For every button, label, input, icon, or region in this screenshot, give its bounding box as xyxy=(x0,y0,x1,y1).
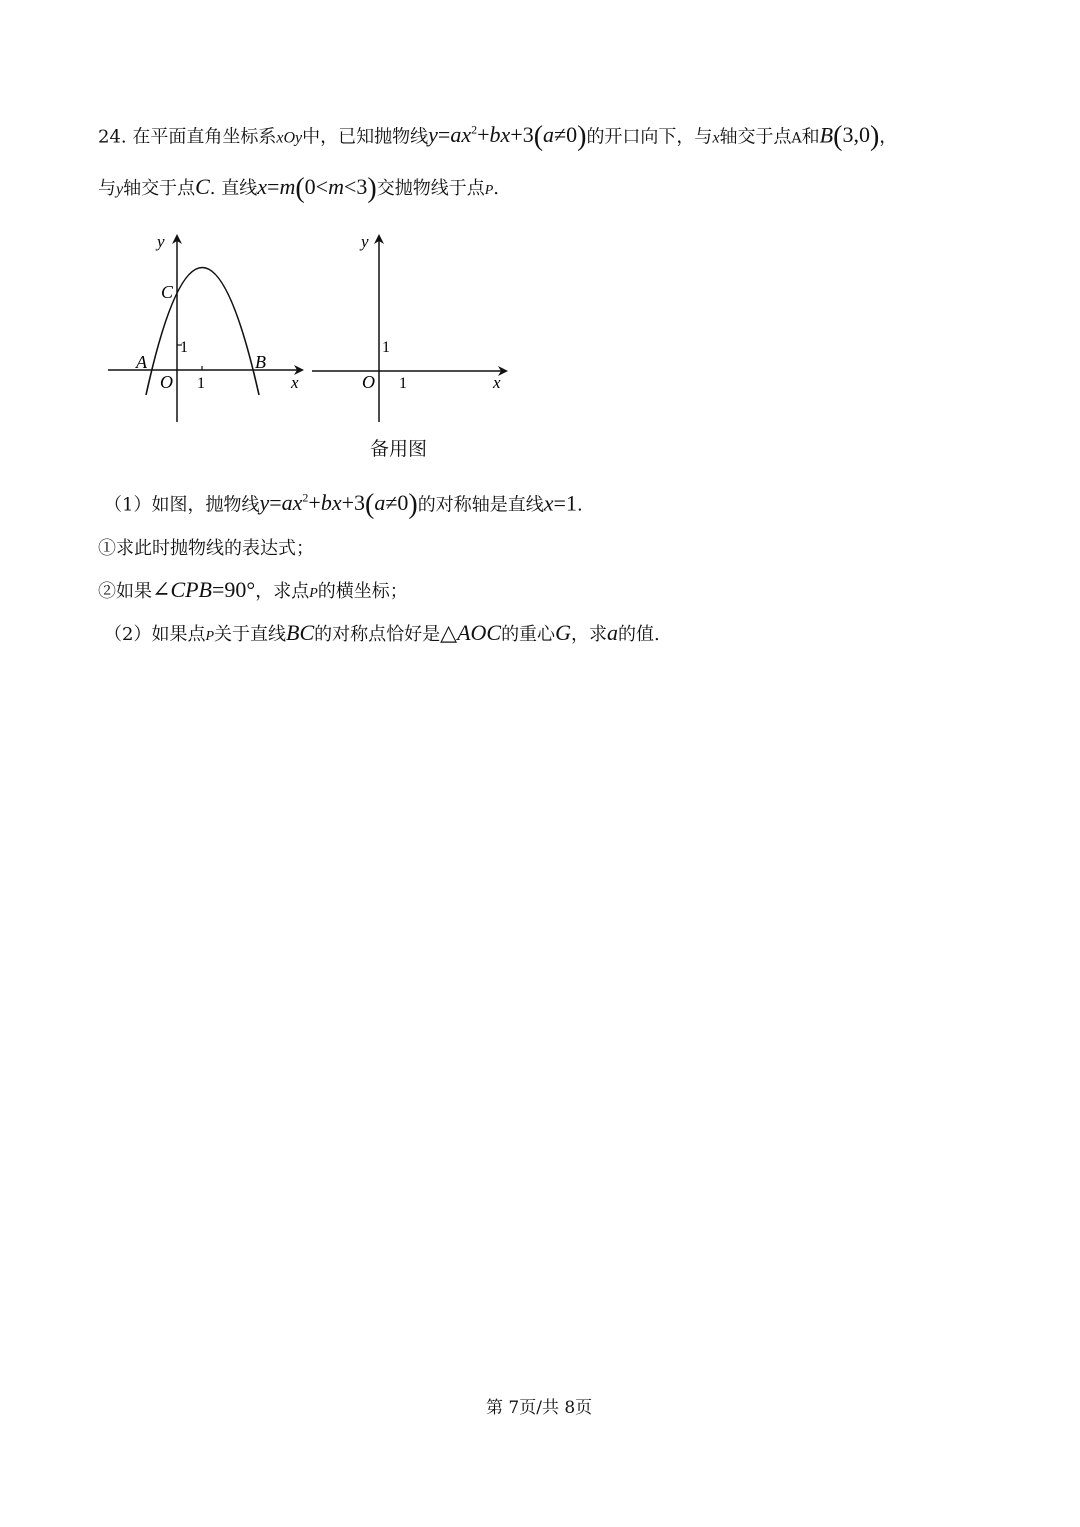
left-origin-label: O xyxy=(160,372,173,392)
left-y-label: y xyxy=(157,232,165,251)
point-a-label: A xyxy=(136,352,147,372)
left-x-label: x xyxy=(291,373,299,392)
right-tick-x-label: 1 xyxy=(399,375,407,392)
right-graph xyxy=(312,232,506,422)
figure-caption: 备用图 xyxy=(370,438,428,460)
point-c-label: C xyxy=(161,282,174,302)
problem-line-1: 24. 在平面直角坐标系xOy中，已知抛物线$y=ax^2+bx+3(a\ne 0)$的开口向下，与x轴交于点A和B(3,0)， xyxy=(98,121,898,153)
right-x-label: x xyxy=(493,373,501,392)
line-equation: x=m(0<m<3) xyxy=(257,173,377,204)
figure-area xyxy=(0,225,520,465)
right-tick-y-label: 1 xyxy=(382,339,390,356)
point-b-label: B xyxy=(255,352,266,372)
page-footer: 第 7页/共 8页 xyxy=(486,1398,593,1418)
part-2: （2）如果点P关于直线BC的对称点恰好是△AOC的重心G，求a的值. xyxy=(104,620,660,645)
left-tick-y-label: 1 xyxy=(180,339,188,356)
part-1: （1）如图，抛物线$y=ax^2+bx+3(a\ne 0)$的对称轴是直线x=1. xyxy=(104,489,583,521)
parabola-equation: $y=ax^2+bx+3(a\ne 0)$ xyxy=(428,121,587,153)
question-1: ①求此时抛物线的表达式； xyxy=(98,538,314,559)
left-tick-x-label: 1 xyxy=(197,375,205,392)
right-y-label: y xyxy=(361,232,369,251)
parabola-equation-2: $y=ax^2+bx+3(a\ne 0)$ xyxy=(259,489,418,521)
question-2: ②如果∠CPB=90°，求点P的横坐标； xyxy=(98,577,408,602)
right-origin-label: O xyxy=(362,372,375,392)
problem-line-2: 与y轴交于点C. 直线x=m(0<m<3)交抛物线于点P. xyxy=(98,173,500,204)
problem-number: 24. xyxy=(98,126,127,148)
left-graph xyxy=(108,232,302,422)
